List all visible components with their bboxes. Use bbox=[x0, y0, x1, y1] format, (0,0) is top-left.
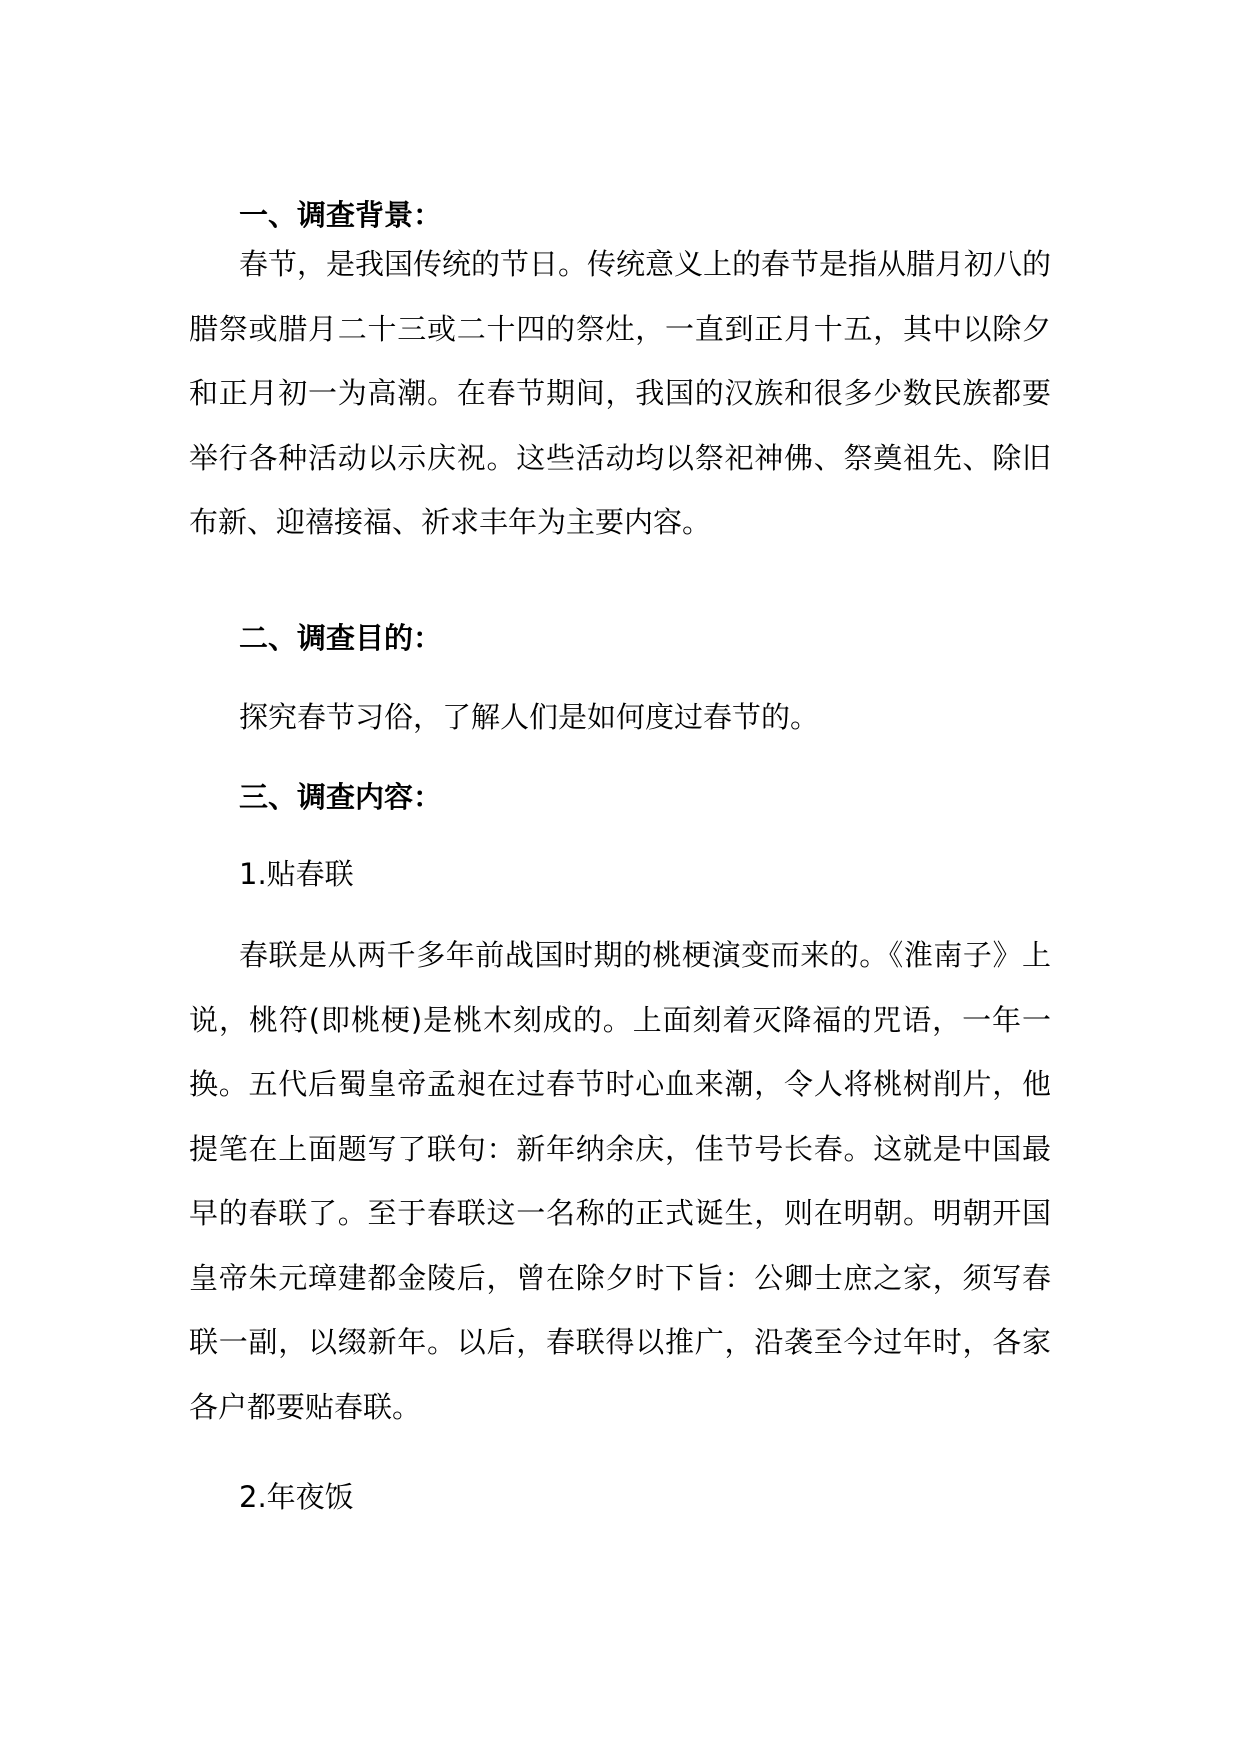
heading-content: 三、调查内容： bbox=[239, 780, 443, 814]
item-title-spring-couplets: 1.贴春联 bbox=[239, 857, 354, 891]
paragraph-spring-couplets: 春联是从两千多年前战国时期的桃梗演变而来的。《淮南子》上说，桃符(即桃梗)是桃木刻成的。上面刻着灭降福的咒语，一年一换。五代后蜀皇帝孟昶在过春节时心血来潮，令人将桃树削片，他提笔在上面题写了联句：新年纳余庆，佳节号长春。这就是中国最早的春联了。至于春联这一名称的正式诞生，则在明朝。明朝开国皇帝朱元璋建都金陵后，曾在除夕时下旨：公卿士庶之家，须写春联一副，以缀新年。以后，春联得以推广，沿袭至今过年时，各家各户都要贴春联。 bbox=[189, 938, 1051, 1424]
heading-purpose: 二、调查目的： bbox=[239, 621, 443, 655]
item-title-new-year-dinner: 2.年夜饭 bbox=[239, 1480, 354, 1514]
paragraph-background: 春节，是我国传统的节日。传统意义上的春节是指从腊月初八的腊祭或腊月二十三或二十四的祭灶，一直到正月十五，其中以除夕和正月初一为高潮。在春节期间，我国的汉族和很多少数民族都要举行各种活动以示庆祝。这些活动均以祭祀神佛、祭奠祖先、除旧布新、迎禧接福、祈求丰年为主要内容。 bbox=[189, 247, 1052, 539]
paragraph-purpose: 探究春节习俗，了解人们是如何度过春节的。 bbox=[239, 700, 820, 734]
heading-background: 一、调查背景： bbox=[239, 198, 443, 232]
